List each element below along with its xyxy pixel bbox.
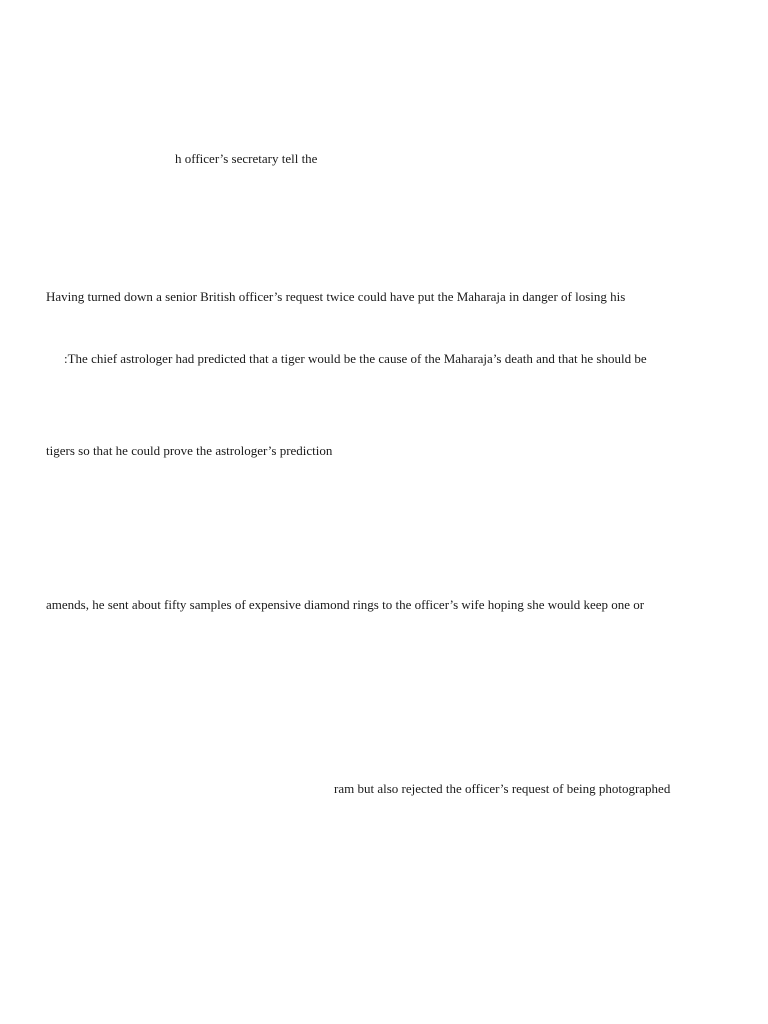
text-line-2: Having turned down a senior British officer’s request twice could have put the Maharaja in danger of losing his [46,289,626,304]
text-line-6: ram but also rejected the officer’s request of being photographed [334,781,671,796]
text-line-4: tigers so that he could prove the astrologer’s prediction [46,443,333,458]
text-line-5: amends, he sent about fifty samples of expensive diamond rings to the officer’s wife hoping she would keep one or [46,597,645,612]
text-line-1: h officer’s secretary tell the [175,151,318,166]
text-line-3: :The chief astrologer had predicted that a tiger would be the cause of the Maharaja’s death and that he should be [64,351,647,366]
